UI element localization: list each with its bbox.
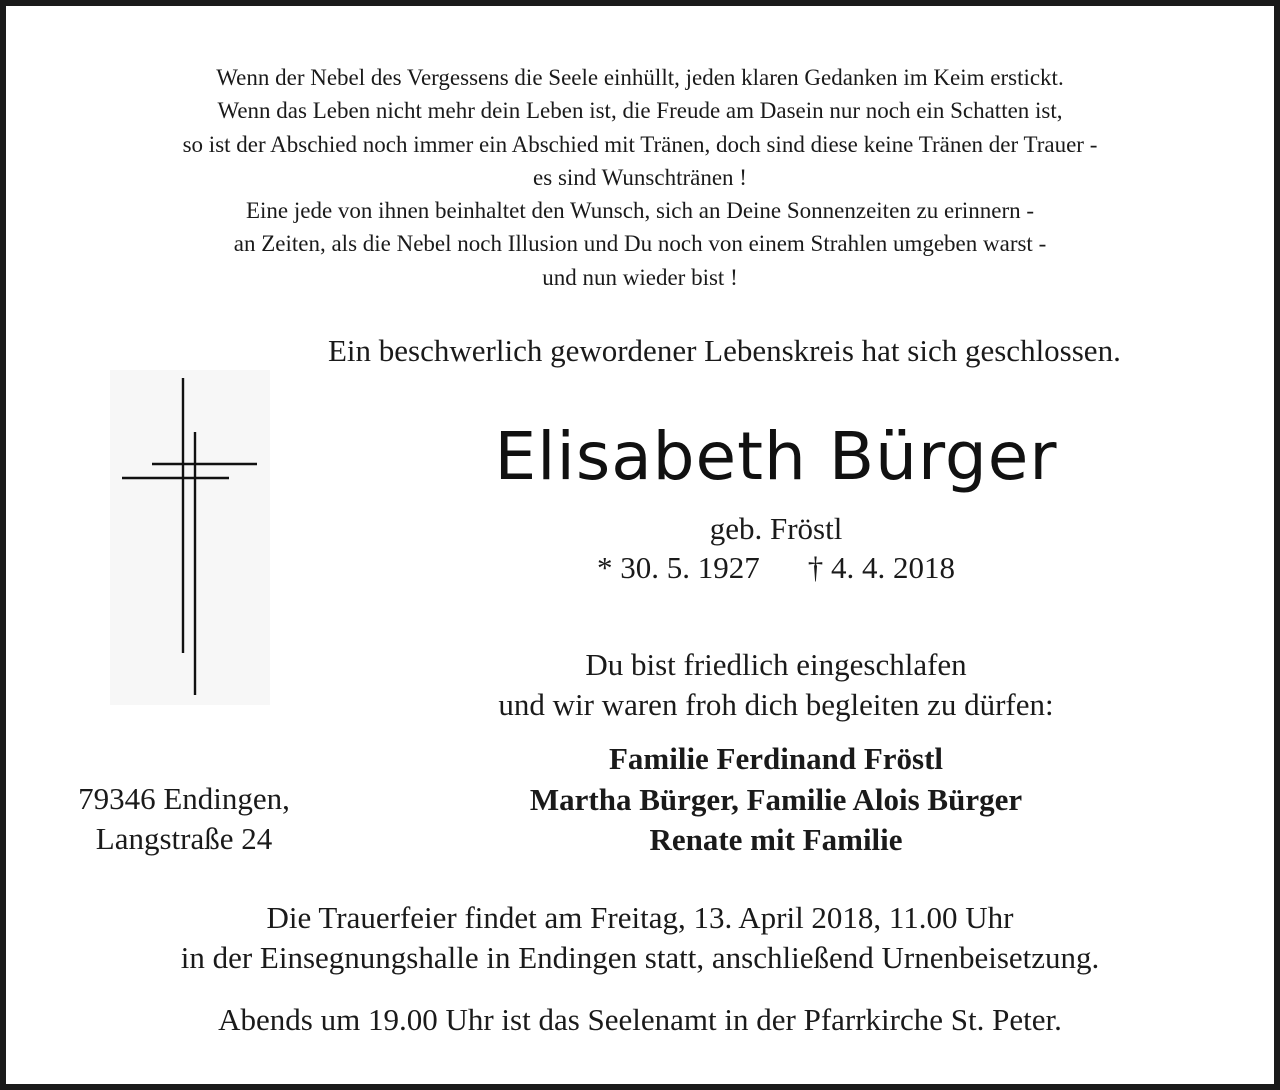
poem-line: Eine jede von ihnen beinhaltet den Wunsch, sich an Deine Sonnenzeiten zu erinnern - bbox=[245, 198, 1035, 224]
poem-line: Wenn das Leben nicht mehr dein Leben ist, die Freude am Dasein nur noch ein Schatten ist, bbox=[217, 98, 1063, 124]
mourner-line: Martha Bürger, Familie Alois Bürger bbox=[529, 781, 1023, 817]
mourners bbox=[426, 739, 1126, 861]
mourner-line: Renate mit Familie bbox=[649, 822, 903, 857]
service-line: in der Einsegnungshalle in Endingen statt, anschließend Urnenbeisetzung. bbox=[180, 940, 1100, 975]
poem-line: an Zeiten, als die Nebel noch Illusion und Du noch von einem Strahlen umgeben warst - bbox=[233, 231, 1047, 257]
death-date: † 4. 4. 2018 bbox=[807, 550, 955, 585]
poem-line: und nun wieder bist ! bbox=[542, 264, 738, 290]
address bbox=[36, 779, 332, 859]
address-line: 79346 Endingen, bbox=[78, 781, 290, 816]
poem bbox=[26, 61, 1254, 294]
cross-icon bbox=[110, 370, 270, 705]
farewell-line: Du bist friedlich eingeschlafen bbox=[585, 647, 967, 682]
life-dates bbox=[426, 548, 1126, 588]
poem-line: es sind Wunschtränen ! bbox=[533, 164, 747, 190]
birth-name: geb. Fröstl bbox=[709, 511, 843, 546]
birth-date: * 30. 5. 1927 bbox=[597, 550, 760, 585]
requiem-mass-info: Abends um 19.00 Uhr ist das Seelenamt in der Pfarrkirche St. Peter. bbox=[218, 1002, 1062, 1037]
service-line: Die Trauerfeier findet am Freitag, 13. April 2018, 11.00 Uhr bbox=[266, 900, 1014, 935]
poem-line: Wenn der Nebel des Vergessens die Seele einhüllt, jeden klaren Gedanken im Keim erstickt. bbox=[216, 65, 1064, 90]
mourner-line: Familie Ferdinand Fröstl bbox=[608, 741, 944, 776]
intro-text: Ein beschwerlich gewordener Lebenskreis hat sich geschlossen. bbox=[328, 333, 1121, 368]
deceased-name: Elisabeth Bürger bbox=[494, 418, 1058, 495]
poem-line: so ist der Abschied noch immer ein Abschied mit Tränen, doch sind diese keine Tränen der Trauer - bbox=[182, 131, 1098, 157]
funeral-service-info bbox=[26, 898, 1254, 978]
farewell-text bbox=[426, 645, 1126, 725]
address-line: Langstraße 24 bbox=[95, 821, 273, 856]
farewell-line: und wir waren froh dich begleiten zu dürfen: bbox=[498, 687, 1054, 722]
